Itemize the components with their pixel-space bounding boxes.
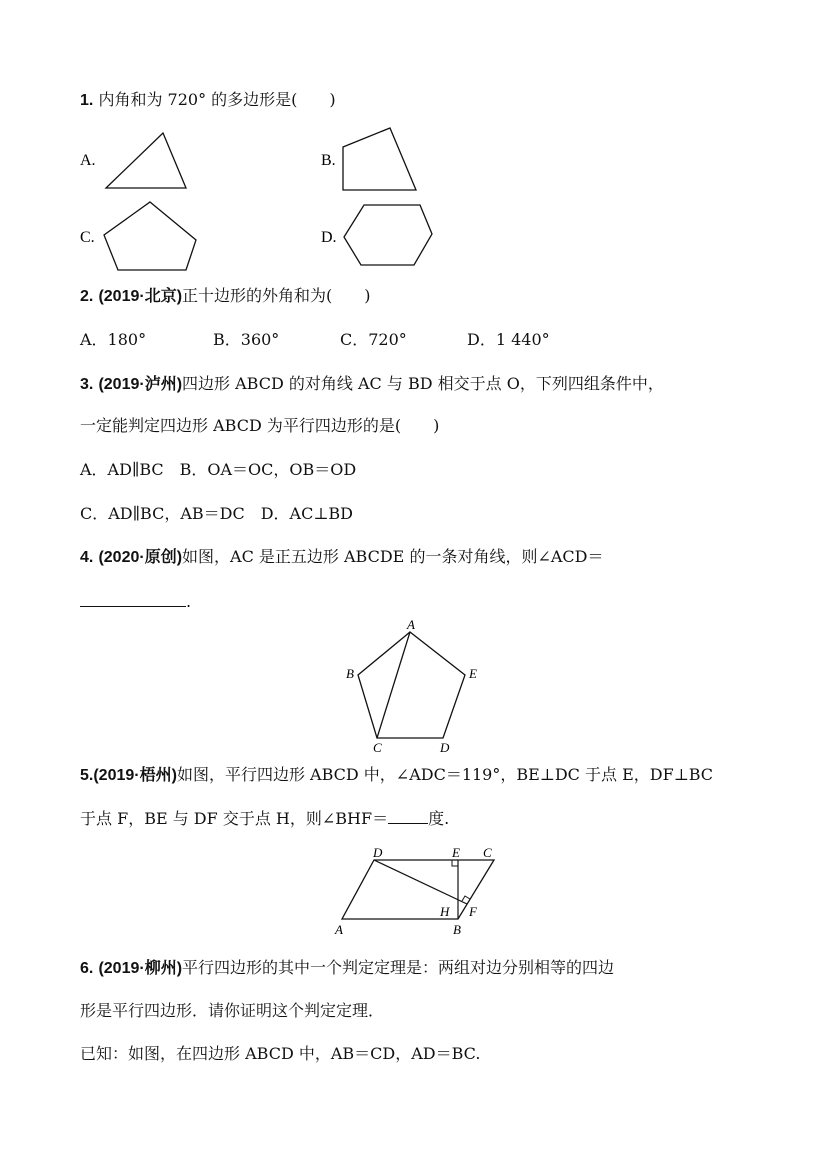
question-text: 内角和为 720° 的多边形是( ) [98, 90, 336, 109]
question-6-cont [80, 1001, 384, 1021]
question-text: 如图，平行四边形 ABCD 中，∠ADC＝119°，BE⊥DC 于点 E，DF⊥BC [176, 765, 714, 784]
point-b-label: B [346, 666, 354, 681]
point-a-label: A [407, 617, 415, 632]
given-text: 已知：如图，在四边形 ABCD 中，AB＝CD，AD＝BC. [80, 1044, 481, 1063]
question-number: 1. [80, 92, 94, 109]
point-f-label: F [469, 904, 477, 919]
segment-df [374, 860, 467, 904]
question-number: 6. [80, 960, 94, 977]
point-b-label: B [453, 922, 461, 937]
question-text: 四边形 ABCD 的对角线 AC 与 BD 相交于点 O，下列四组条件中， [182, 374, 664, 393]
question-text-end: 度. [428, 809, 450, 828]
point-c-label: C [483, 845, 492, 860]
question-text: 于点 F，BE 与 DF 交于点 H，则∠BHF＝ [80, 809, 389, 828]
period: . [186, 592, 192, 611]
option-b: B．360° [213, 330, 280, 349]
question-number: 2. [80, 288, 94, 305]
point-h-label: H [440, 904, 450, 919]
point-e-label: E [452, 845, 460, 860]
question-source: (2019·梧州) [93, 767, 177, 784]
question-source: (2019·柳州) [98, 960, 183, 977]
question-text: 如图，AC 是正五边形 ABCDE 的一条对角线，则∠ACD＝ [182, 547, 604, 566]
option-d: D．1 440° [467, 330, 550, 349]
question-number: 3. [80, 376, 94, 393]
point-a-label: A [335, 922, 343, 937]
question-number: 5. [80, 767, 94, 784]
point-c-label: C [373, 740, 382, 755]
question-source: (2019·泸州) [98, 376, 183, 393]
options-text: C．AD∥BC，AB＝DC D．AC⊥BD [80, 504, 353, 523]
question-text: 平行四边形的其中一个判定定理是：两组对边分别相等的四边 [182, 958, 615, 977]
question-text: 正十边形的外角和为( ) [182, 286, 371, 305]
option-c: C．720° [340, 330, 407, 349]
question-text: 一定能判定四边形 ABCD 为平行四边形的是( ) [80, 416, 440, 435]
option-d-label: D. [321, 229, 337, 246]
question-text: 形是平行四边形．请你证明这个判定定理． [80, 1001, 385, 1020]
question-number: 4. [80, 549, 94, 566]
point-d-label: D [440, 740, 450, 755]
question-source: (2019·北京) [98, 288, 183, 305]
options-text: A．AD∥BC B．OA＝OC，OB＝OD [80, 460, 357, 479]
question-6 [80, 958, 614, 979]
point-e-label: E [469, 666, 477, 681]
option-c-label: C. [80, 229, 95, 246]
question-6-given [80, 1044, 480, 1064]
option-a: A．180° [80, 330, 147, 349]
question-source: (2020·原创) [98, 549, 183, 566]
point-d-label: D [373, 845, 383, 860]
option-b-label: B. [321, 152, 336, 169]
option-a-label: A. [80, 152, 96, 169]
right-angle-e [452, 860, 458, 866]
